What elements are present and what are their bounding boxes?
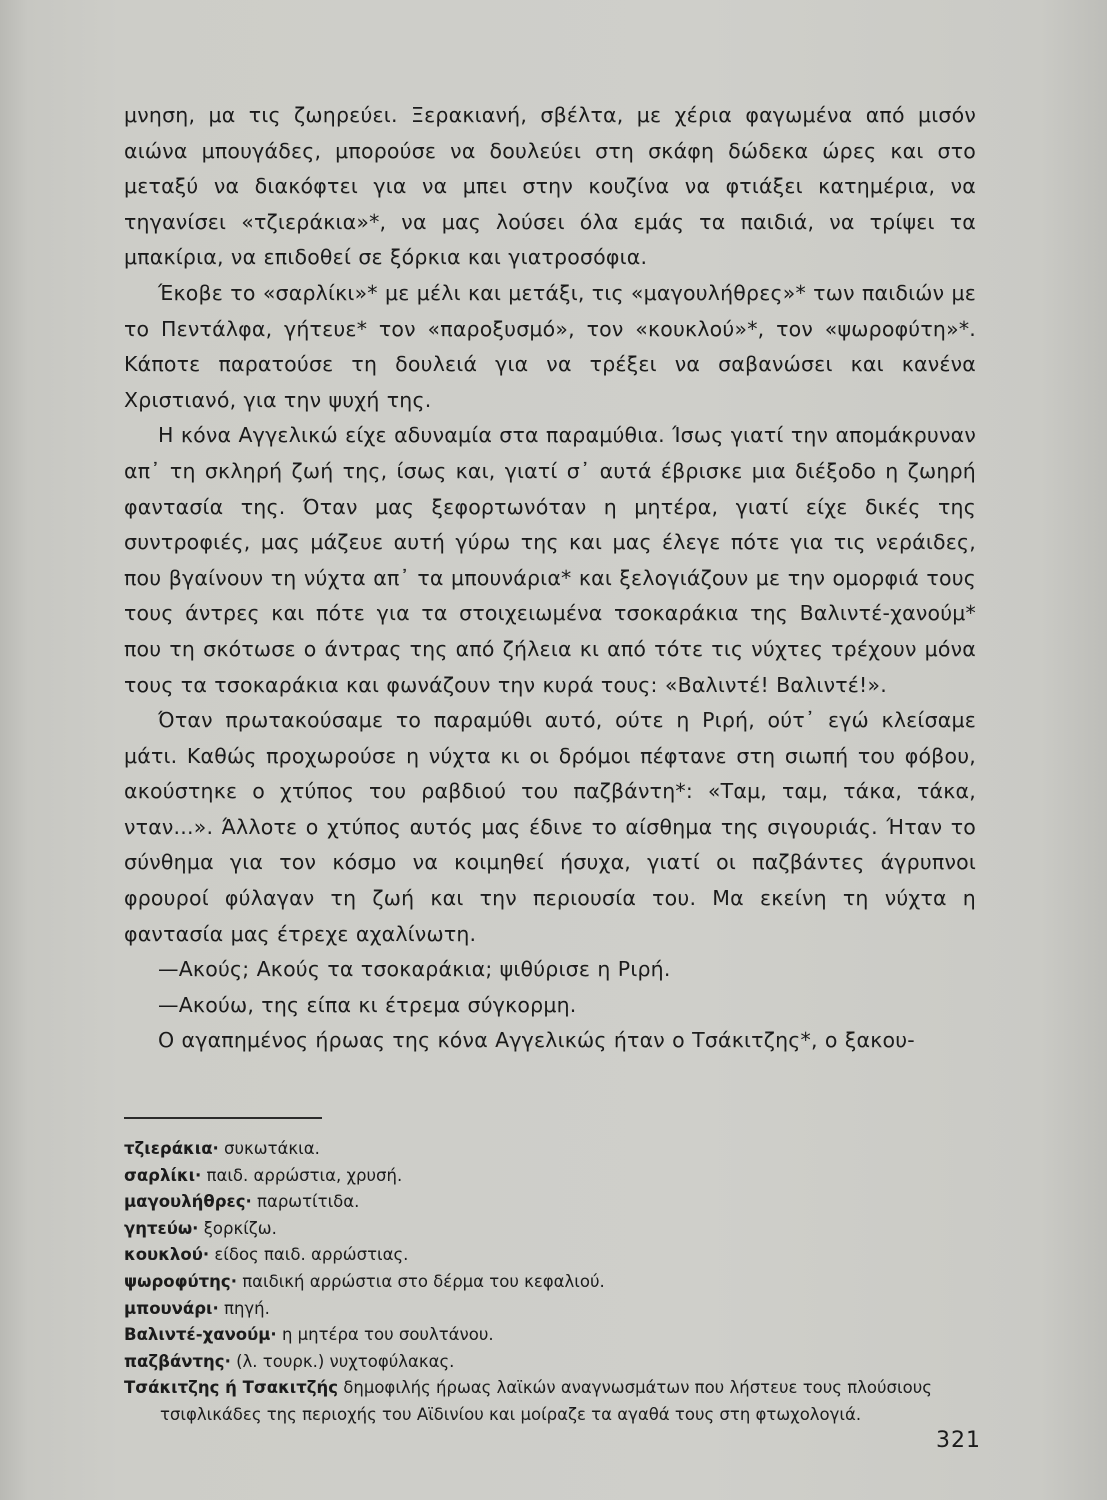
footnote-separator-rule — [124, 1117, 322, 1119]
footnote-term: μαγουλήθρες· — [124, 1192, 252, 1212]
paragraph: Ο αγαπημένος ήρωας της κόνα Αγγελικώς ήταν ο Τσάκιτζης*, ο ξακου- — [158, 1028, 915, 1053]
footnote-item — [124, 1269, 976, 1296]
paragraph: μνηση, μα τις ζωηρεύει. Ξερακιανή, σβέλτα, με χέρια φαγωμένα από μισόν αιώνα μπουγάδες, μπορούσε να δουλεύει στη σκάφη δώδεκα ώρες και στο μεταξύ να διακόφτει για να μπει στην κουζίνα να φτιάξει κατημέρια, να τηγανίσει «τζιεράκια»*, να μας λούσει όλα εμάς τα παιδιά, να τρίψει τα μπακίρια, να επιδοθεί σε ξόρκια και γιατροσόφια. — [124, 103, 976, 270]
page-number: 321 — [936, 1428, 981, 1453]
footnote-definition-continued: τσιφλικάδες της περιοχής του Αϊδινίου και μοίραζε τα αγαθά τους στη φτωχολογιά. — [160, 1404, 862, 1424]
page-body-text — [124, 98, 976, 1059]
paragraph: Έκοβε το «σαρλίκι»* με μέλι και μετάξι, τις «μαγουλήθρες»* των παιδιών με το Πεντάλφα, γήτευε* τον «παροξυσμό», τον «κουκλού»*, τον «ψωροφύτη»*. Κάποτε παρατούσε τη δουλειά για να τρέξει να σαβανώσει και κανένα Χριστιανό, για την ψυχή της. — [124, 280, 976, 412]
footnote-item — [124, 1322, 976, 1349]
footnote-term: Βαλιντέ-χανούμ· — [124, 1325, 277, 1345]
footnote-definition: συκωτάκια. — [218, 1139, 320, 1158]
paragraph: —Ακούω, της είπα κι έτρεμα σύγκορμη. — [158, 992, 577, 1017]
footnote-term: κουκλού· — [124, 1245, 210, 1265]
footnote-term: ψωροφύτης· — [124, 1271, 237, 1291]
footnote-definition: ξορκίζω. — [198, 1218, 277, 1238]
footnote-item — [124, 1216, 976, 1243]
footnote-term: σαρλίκι· — [124, 1165, 202, 1185]
footnote-term: μπουνάρι· — [124, 1298, 219, 1318]
main-text-column — [124, 98, 976, 1059]
footnote-definition: (λ. τουρκ.) νυχτοφύλακας. — [230, 1351, 455, 1371]
paragraph: Η κόνα Αγγελικώ είχε αδυναμία στα παραμύθια. Ίσως γιατί την απομάκρυναν απ᾽ τη σκληρή ζωή της, ίσως και, γιατί σ᾽ αυτά έβρισκε μια διέξοδο η ζωηρή φαντασία της. Όταν μας ξεφορτωνόταν η μητέρα, γιατί είχε δικές της συντροφιές, μας μάζευε αυτή γύρω της και μας έλεγε πότε για τις νεράιδες, που βγαίνουν τη νύχτα απ᾽ τα μπουνάρια* και ξελογιάζουν με την ομορφιά τους τους άντρες και πότε για τα στοιχειωμένα τσοκαράκια της Βαλιντέ-χανούμ* που τη σκότωσε ο άντρας της από ζήλεια κι από τότε τις νύχτες τρέχουν μόνα τους τα τσοκαράκια και φωνάζουν την κυρά τους: «Βαλιντέ! Βαλιντέ!». — [124, 423, 976, 697]
footnote-item — [124, 1242, 976, 1269]
footnote-definition: η μητέρα του σουλτάνου. — [276, 1325, 494, 1345]
footnote-term: Τσάκιτζης ή Τσακιτζής — [124, 1378, 339, 1398]
footnote-item — [124, 1296, 976, 1323]
footnote-item — [124, 1349, 976, 1376]
paragraph: —Ακούς; Ακούς τα τσοκαράκια; ψιθύρισε η Ριρή. — [158, 957, 671, 982]
footnote-item — [124, 1136, 976, 1163]
footnote-item — [124, 1163, 976, 1190]
footnote-definition: παρωτίτιδα. — [251, 1192, 360, 1212]
footnote-term: παζβάντης· — [124, 1351, 231, 1371]
footnote-definition: πηγή. — [218, 1298, 270, 1318]
footnote-item — [124, 1189, 976, 1216]
footnote-definition: δημοφιλής ήρωας λαϊκών αναγνωσμάτων που λήστευε τους πλούσιους — [338, 1378, 932, 1398]
paragraph: Όταν πρωτακούσαμε το παραμύθι αυτό, ούτε η Ριρή, ούτ᾽ εγώ κλείσαμε μάτι. Καθώς προχωρούσε η νύχτα κι οι δρόμοι πέφτανε στη σιωπή του φόβου, ακούστηκε ο χτύπος του ραβδιού του παζβάντη*: «Ταμ, ταμ, τάκα, τάκα, νταν...». Άλλοτε ο χτύπος αυτός μας έδινε το αίσθημα της σιγουριάς. Ήταν το σύνθημα για τον κόσμο να κοιμηθεί ήσυχα, γιατί οι παζβάντες άγρυπνοι φρουροί φύλαγαν τη ζωή και την περιουσία του. Μα εκείνη τη νύχτα η φαντασία μας έτρεχε αχαλίνωτη. — [124, 708, 976, 946]
footnote-term: γητεύω· — [124, 1218, 199, 1238]
footnote-definition: παιδική αρρώστια στο δέρμα του κεφαλιού. — [236, 1271, 605, 1291]
footnote-definition: είδος παιδ. αρρώστιας. — [209, 1245, 409, 1265]
footnote-term: τζιεράκια· — [124, 1139, 219, 1158]
footnote-definition: παιδ. αρρώστια, χρυσή. — [201, 1165, 403, 1185]
footnote-item — [124, 1375, 976, 1428]
footnotes-block — [124, 1136, 976, 1429]
